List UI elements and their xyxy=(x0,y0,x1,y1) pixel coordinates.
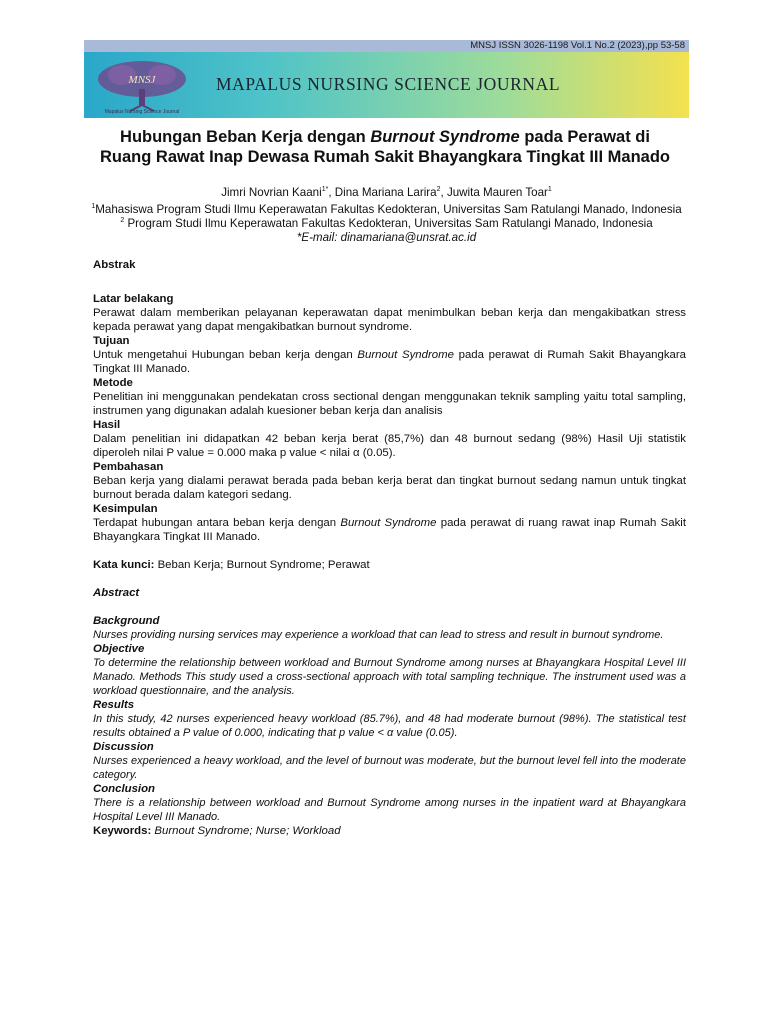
hasil-text: Dalam penelitian ini didapatkan 42 beban kerja berat (85,7%) dan 48 burnout sedang (98%) Hasil Uji statistik diperoleh nilai P value = 0.000 maka p value < nilai α (0.05). xyxy=(93,433,686,459)
kesimpulan-text: Terdapat hubungan antara beban kerja dengan Burnout Syndrome pada perawat di ruang rawat inap Rumah Sakit Bhayangkara Tingkat III Manado. xyxy=(93,517,686,543)
citation-text: MNSJ ISSN 3026-1198 Vol.1 No.2 (2023),pp 53-58 xyxy=(470,40,685,51)
hasil-heading: Hasil xyxy=(93,419,121,431)
abstract-heading: Abstract xyxy=(93,587,140,599)
latar-text: Perawat dalam memberikan pelayanan keperawatan dapat menimbulkan beban kerja dan mengakibatkan stress kepada perawat yang dapat mengakibatkan burnout syndrome. xyxy=(93,307,686,333)
conclusion-text: There is a relationship between workload and Burnout Syndrome among nurses in the inpatient ward at Bhayangkara Hospital Level III Manado. xyxy=(93,797,686,823)
tujuan-heading: Tujuan xyxy=(93,335,130,347)
pembahasan-heading: Pembahasan xyxy=(93,461,164,473)
article-title: Hubungan Beban Kerja dengan Burnout Syndrome pada Perawat di Ruang Rawat Inap Dewasa Rumah Sakit Bhayangkara Tingkat III Manado xyxy=(99,128,670,166)
journal-logo xyxy=(92,55,192,115)
metode-text: Penelitian ini menggunakan pendekatan cross sectional dengan menggunakan teknik sampling yaitu total sampling, instrumen yang digunakan adalah kuesioner beban kerja dan analisis xyxy=(93,391,686,417)
kesimpulan-heading: Kesimpulan xyxy=(93,503,158,515)
citation-bar xyxy=(84,40,689,52)
keywords-line: Keywords: Burnout Syndrome; Nurse; Workload xyxy=(93,825,341,837)
background-heading: Background xyxy=(93,615,160,627)
author-line: Jimri Novrian Kaani$^{1*}$, Dina Mariana Larira$^2$, Juwita Mauren Toar$^1$ xyxy=(221,186,552,199)
corresponding-email: *E-mail: dinamariana@unsrat.ac.id xyxy=(296,231,477,244)
logo-caption: Mapalus Nursing Science Journal xyxy=(104,109,180,115)
results-heading: Results xyxy=(93,699,135,711)
results-text: In this study, 42 nurses experienced heavy workload (85.7%), and 48 had moderate burnout (98%). The statistical test results obtained a P value of 0.000, indicating that p value < α value (0.05). xyxy=(93,713,686,739)
objective-text: To determine the relationship between workload and Burnout Syndrome among nurses at Bhayangkara Hospital Level III Manado. Methods This study used a cross-sectional approach with total sampling technique. The instrument used was a workload questionnaire, and the analysis. xyxy=(93,657,686,697)
objective-heading: Objective xyxy=(93,643,145,655)
abstrak-heading: Abstrak xyxy=(93,259,136,271)
latar-heading: Latar belakang xyxy=(93,293,174,305)
metode-heading: Metode xyxy=(93,377,133,389)
discussion-heading: Discussion xyxy=(93,741,154,753)
abstract-body xyxy=(93,258,686,838)
tree-logo-icon xyxy=(92,55,192,115)
kata-kunci-line: Kata kunci: Beban Kerja; Burnout Syndrome; Perawat xyxy=(93,559,370,571)
conclusion-heading: Conclusion xyxy=(93,783,156,795)
journal-banner xyxy=(84,52,689,118)
tujuan-text: Untuk mengetahui Hubungan beban kerja dengan Burnout Syndrome pada perawat di Rumah Sakit Bhayangkara Tingkat III Manado. xyxy=(93,349,686,375)
affiliation-1: $^1$Mahasiswa Program Studi Ilmu Keperawatan Fakultas Kedokteran, Universitas Sam Ratulangi Manado, Indonesia xyxy=(91,203,682,216)
pembahasan-text: Beban kerja yang dialami perawat berada pada beban kerja berat dan tingkat burnout sedang namun untuk tingkat burnout berada dalam kategori sedang. xyxy=(93,475,686,501)
discussion-text: Nurses experienced a heavy workload, and the level of burnout was moderate, but the burnout level fell into the moderate category. xyxy=(93,755,686,781)
logo-text: MNSJ xyxy=(128,74,156,86)
background-text: Nurses providing nursing services may experience a workload that can lead to stress and result in burnout syndrome. xyxy=(93,629,664,641)
journal-title: MAPALUS NURSING SCIENCE JOURNAL xyxy=(216,74,561,94)
affiliation-2: $^2$ Program Studi Ilmu Keperawatan Fakultas Kedokteran, Universitas Sam Ratulangi Manado, Indonesia xyxy=(120,217,653,230)
